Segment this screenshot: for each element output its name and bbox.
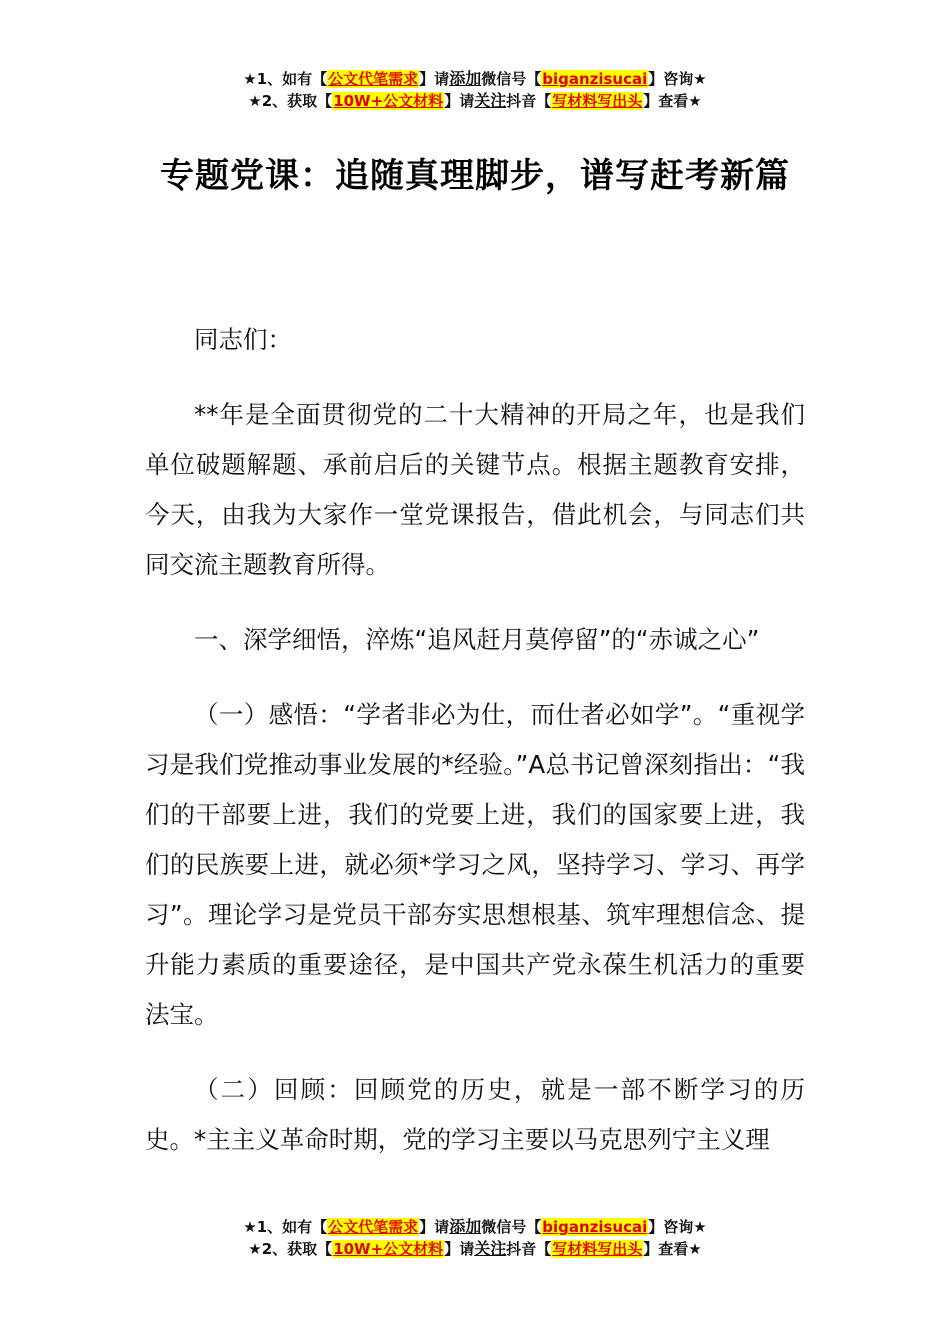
footer-banner-line-1: ★1、如有【公文代笔需求】请添加微信号【biganzisucai】咨询★ — [243, 1217, 707, 1236]
document-title: 专题党课：追随真理脚步，谱写赶考新篇 — [160, 156, 790, 196]
highlight-douyin-account: 写材料写出头 — [552, 1240, 643, 1258]
paragraph-1-1: （一）感悟：“学者非必为仕，而仕者必如学”。“重视学习是我们党推动事业发展的*经验。”A总书记曾深刻指出：“我们的干部要上进，我们的党要上进，我们的国家要上进，我们的民族要上进，就必须*学习之风，坚持学习、学习、再学习”。理论学习是党员干部夯实思想根基、筑牢理想信念、提升能力素质的重要途径，是中国共产党永葆生机活力的重要法宝。 — [145, 700, 805, 1029]
highlight-douyin-account: 写材料写出头 — [552, 92, 643, 110]
highlight-materials: 10W+公文材料 — [333, 92, 444, 110]
document-body — [145, 315, 805, 1190]
footer-banner-line-2: ★2、获取【10W+公文材料】请关注抖音【写材料写出头】查看★ — [248, 1239, 702, 1258]
highlight-wechat-id: biganzisucai — [542, 1218, 648, 1236]
paragraph-intro: **年是全面贯彻党的二十大精神的开局之年，也是我们单位破题解题、承前启后的关键节点。根据主题教育安排，今天，由我为大家作一堂党课报告，借此机会，与同志们共同交流主题教育所得。 — [145, 400, 805, 579]
highlight-wechat-id: biganzisucai — [542, 70, 648, 88]
banner-line-2: ★2、获取【10W+公文材料】请关注抖音【写材料写出头】查看★ — [248, 91, 702, 110]
highlight-ghostwriting: 公文代笔需求 — [328, 1218, 419, 1236]
paragraph-1-2: （二）回顾：回顾党的历史，就是一部不断学习的历史。*主主义革命时期，党的学习主要以马克思列宁主义理 — [145, 1075, 805, 1154]
highlight-materials: 10W+公文材料 — [333, 1240, 444, 1258]
footer-banner — [0, 1216, 950, 1260]
section-heading-1: 一、深学细悟，淬炼“追风赶月莫停留”的“赤诚之心” — [194, 625, 760, 654]
highlight-ghostwriting: 公文代笔需求 — [328, 70, 419, 88]
paragraph-greeting: 同志们： — [194, 325, 292, 354]
banner-line-1: ★1、如有【公文代笔需求】请添加微信号【biganzisucai】咨询★ — [243, 69, 707, 88]
header-banner — [0, 68, 950, 112]
